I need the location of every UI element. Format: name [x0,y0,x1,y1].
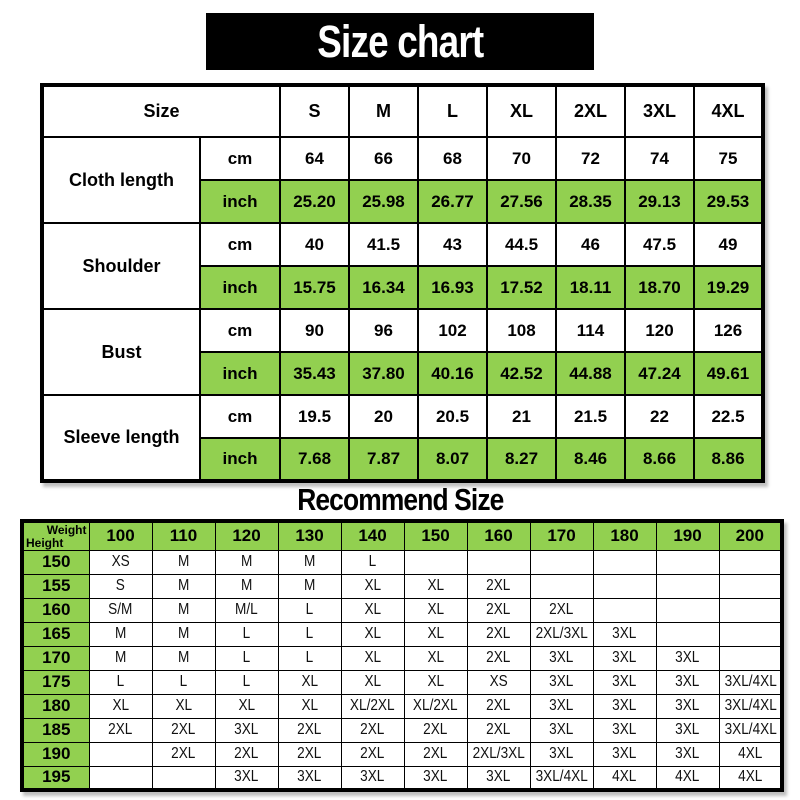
recommend-size-cell: XS [89,550,152,574]
size-value-inch: 8.86 [694,438,763,481]
size-value-inch: 35.43 [280,352,349,395]
recommend-size-cell: XL [215,694,278,718]
recommend-size-cell: 3XL [278,766,341,790]
recommend-size-cell: 2XL [467,622,530,646]
size-value-cm: 49 [694,223,763,266]
weight-column-header: 200 [719,521,782,550]
recommend-size-cell: M [278,550,341,574]
recommend-size-cell: 3XL [530,742,593,766]
size-value-inch: 25.98 [349,180,418,223]
recommend-size-cell-empty [656,598,719,622]
corner-weight-label: Weight [46,523,87,537]
recommend-size-cell: XL [152,694,215,718]
weight-column-header: 170 [530,521,593,550]
size-value-cm: 19.5 [280,395,349,438]
size-value-inch: 25.20 [280,180,349,223]
size-value-inch: 7.68 [280,438,349,481]
size-value-inch: 29.53 [694,180,763,223]
weight-column-header: 100 [89,521,152,550]
size-value-cm: 108 [487,309,556,352]
unit-label-cm: cm [200,309,280,352]
recommend-size-cell: 2XL [89,718,152,742]
recommend-size-cell: 2XL/3XL [467,742,530,766]
recommend-size-cell: 3XL [530,670,593,694]
recommend-size-cell: 2XL [467,646,530,670]
recommend-size-cell: L [341,550,404,574]
recommend-size-cell-empty [404,550,467,574]
recommend-size-cell: 3XL [593,718,656,742]
size-value-cm: 22 [625,395,694,438]
corner-height-label: Height [26,535,64,550]
size-value-inch: 28.35 [556,180,625,223]
recommend-size-cell: 3XL [593,670,656,694]
recommend-size-cell: 3XL [215,766,278,790]
recommend-size-cell: 4XL [593,766,656,790]
recommend-size-cell: S [89,574,152,598]
size-value-inch: 15.75 [280,266,349,309]
unit-label-inch: inch [200,180,280,223]
size-value-inch: 44.88 [556,352,625,395]
size-value-cm: 21.5 [556,395,625,438]
size-column-header: XL [487,85,556,137]
recommend-size-cell: L [215,670,278,694]
recommend-size-cell-empty [89,766,152,790]
recommend-size-cell: M [89,646,152,670]
height-row-label: 175 [22,670,89,694]
size-column-header: S [280,85,349,137]
size-value-inch: 37.80 [349,352,418,395]
height-row-label: 185 [22,718,89,742]
recommend-size-cell: M [152,550,215,574]
recommend-size-cell: L [278,646,341,670]
recommend-size-cell: XL [341,598,404,622]
measurement-label: Shoulder [42,223,200,309]
size-header-cell: Size [42,85,280,137]
size-value-inch: 16.34 [349,266,418,309]
recommend-size-cell: 3XL/4XL [719,694,782,718]
weight-column-header: 130 [278,521,341,550]
recommend-size-cell: M [278,574,341,598]
recommend-size-cell: XL [278,670,341,694]
size-value-inch: 18.70 [625,266,694,309]
recommend-size-cell: 2XL [467,598,530,622]
recommend-size-cell: 3XL/4XL [719,670,782,694]
recommend-size-cell: L [215,646,278,670]
recommend-size-cell: M [152,598,215,622]
size-value-inch: 49.61 [694,352,763,395]
recommend-size-cell-empty [530,550,593,574]
weight-column-header: 150 [404,521,467,550]
size-value-cm: 120 [625,309,694,352]
size-value-cm: 72 [556,137,625,180]
size-value-inch: 17.52 [487,266,556,309]
recommend-size-cell: 3XL [593,742,656,766]
recommend-size-cell-empty [719,550,782,574]
size-chart-title: Size chart [316,15,484,67]
recommend-size-cell: 2XL [404,718,467,742]
recommend-size-cell: 2XL [467,574,530,598]
size-value-cm: 44.5 [487,223,556,266]
recommend-size-cell-empty [656,550,719,574]
size-value-inch: 8.66 [625,438,694,481]
unit-label-inch: inch [200,266,280,309]
recommend-size-cell: 3XL/4XL [530,766,593,790]
size-value-inch: 7.87 [349,438,418,481]
size-value-cm: 66 [349,137,418,180]
recommend-size-cell-empty [152,766,215,790]
recommend-size-cell: 2XL [278,718,341,742]
recommend-size-cell: XL [341,670,404,694]
recommend-size-cell: L [152,670,215,694]
size-value-cm: 74 [625,137,694,180]
recommend-size-cell-empty [656,622,719,646]
unit-label-cm: cm [200,223,280,266]
recommend-size-cell: 3XL [656,694,719,718]
size-value-cm: 75 [694,137,763,180]
recommend-size-cell: 4XL [719,766,782,790]
recommend-size-cell: 3XL [593,622,656,646]
size-value-cm: 114 [556,309,625,352]
recommend-size-cell: 2XL [467,694,530,718]
size-value-cm: 41.5 [349,223,418,266]
size-value-cm: 20 [349,395,418,438]
recommend-size-title-wrap [0,483,800,516]
size-column-header: L [418,85,487,137]
recommend-size-title: Recommend Size [296,482,504,517]
recommend-size-cell: XL [341,622,404,646]
weight-column-header: 190 [656,521,719,550]
recommend-size-cell: M/L [215,598,278,622]
recommend-size-cell: XL [341,574,404,598]
recommend-size-cell: 3XL [215,718,278,742]
size-value-cm: 20.5 [418,395,487,438]
size-value-cm: 46 [556,223,625,266]
recommend-size-cell-empty [593,550,656,574]
recommend-size-cell: L [278,598,341,622]
size-column-header: 3XL [625,85,694,137]
recommend-size-cell: 3XL [530,646,593,670]
recommend-size-cell: 2XL [404,742,467,766]
recommend-size-cell: M [152,574,215,598]
recommend-size-cell: 3XL [467,766,530,790]
recommend-size-cell-empty [719,574,782,598]
height-row-label: 165 [22,622,89,646]
size-value-inch: 18.11 [556,266,625,309]
recommend-size-cell: 2XL [341,742,404,766]
recommend-size-cell: 3XL/4XL [719,718,782,742]
recommend-size-cell: XL/2XL [404,694,467,718]
recommend-size-cell: 3XL [404,766,467,790]
recommend-size-cell: 2XL/3XL [530,622,593,646]
size-value-inch: 16.93 [418,266,487,309]
size-value-cm: 21 [487,395,556,438]
size-value-cm: 90 [280,309,349,352]
recommend-size-cell: 2XL [152,742,215,766]
size-value-cm: 22.5 [694,395,763,438]
size-value-inch: 47.24 [625,352,694,395]
height-row-label: 190 [22,742,89,766]
recommend-size-cell: M [89,622,152,646]
size-value-inch: 42.52 [487,352,556,395]
unit-label-inch: inch [200,438,280,481]
recommend-size-cell: 2XL [467,718,530,742]
recommend-size-cell: L [89,670,152,694]
height-row-label: 180 [22,694,89,718]
measurement-label: Cloth length [42,137,200,223]
recommend-size-cell: XL [404,670,467,694]
recommend-size-cell: XL [404,574,467,598]
recommend-size-cell: M [215,550,278,574]
recommend-size-cell: XS [467,670,530,694]
recommend-size-cell: XL [89,694,152,718]
recommend-size-table [20,519,784,792]
recommend-size-cell: 4XL [719,742,782,766]
recommend-size-cell-empty [719,646,782,670]
recommend-size-cell: XL [341,646,404,670]
measurement-label: Bust [42,309,200,395]
unit-label-cm: cm [200,137,280,180]
recommend-size-cell: 3XL [593,646,656,670]
recommend-size-cell-empty [593,598,656,622]
weight-column-header: 140 [341,521,404,550]
size-table [40,83,765,483]
weight-column-header: 110 [152,521,215,550]
size-column-header: 4XL [694,85,763,137]
size-chart-page [0,13,800,800]
height-row-label: 160 [22,598,89,622]
recommend-size-cell: XL [278,694,341,718]
recommend-size-cell: XL [404,598,467,622]
recommend-size-cell: 3XL [656,646,719,670]
height-row-label: 195 [22,766,89,790]
height-row-label: 150 [22,550,89,574]
measurement-label: Sleeve length [42,395,200,481]
recommend-size-cell: L [215,622,278,646]
recommend-size-cell-empty [593,574,656,598]
size-chart-title-bar [206,13,594,70]
size-value-inch: 8.27 [487,438,556,481]
recommend-size-cell-empty [719,598,782,622]
size-value-cm: 40 [280,223,349,266]
recommend-size-cell: 3XL [593,694,656,718]
recommend-size-cell-empty [530,574,593,598]
size-value-cm: 43 [418,223,487,266]
recommend-size-cell: 4XL [656,766,719,790]
size-value-cm: 64 [280,137,349,180]
size-value-inch: 19.29 [694,266,763,309]
size-value-cm: 47.5 [625,223,694,266]
size-value-cm: 102 [418,309,487,352]
recommend-size-cell: M [152,622,215,646]
recommend-size-cell-empty [656,574,719,598]
recommend-size-cell: 3XL [656,670,719,694]
size-column-header: 2XL [556,85,625,137]
recommend-size-cell: 3XL [341,766,404,790]
recommend-size-cell: 3XL [656,718,719,742]
size-value-cm: 70 [487,137,556,180]
recommend-size-cell: M [152,646,215,670]
weight-column-header: 120 [215,521,278,550]
recommend-size-cell-empty [467,550,530,574]
size-value-cm: 96 [349,309,418,352]
size-value-cm: 68 [418,137,487,180]
height-row-label: 155 [22,574,89,598]
unit-label-inch: inch [200,352,280,395]
recommend-size-cell: XL/2XL [341,694,404,718]
height-row-label: 170 [22,646,89,670]
size-column-header: M [349,85,418,137]
size-value-inch: 8.07 [418,438,487,481]
recommend-size-cell: 2XL [341,718,404,742]
weight-column-header: 160 [467,521,530,550]
weight-column-header: 180 [593,521,656,550]
size-value-inch: 26.77 [418,180,487,223]
recommend-size-cell: 2XL [278,742,341,766]
size-value-inch: 8.46 [556,438,625,481]
size-value-inch: 29.13 [625,180,694,223]
recommend-size-cell: 2XL [215,742,278,766]
unit-label-cm: cm [200,395,280,438]
recommend-size-cell: 3XL [530,694,593,718]
recommend-size-cell: 3XL [530,718,593,742]
recommend-size-cell-empty [89,742,152,766]
weight-height-corner [22,521,89,550]
recommend-size-cell: XL [404,646,467,670]
size-value-inch: 40.16 [418,352,487,395]
recommend-size-cell-empty [719,622,782,646]
recommend-size-cell: 2XL [530,598,593,622]
recommend-size-cell: M [215,574,278,598]
recommend-size-cell: L [278,622,341,646]
recommend-size-cell: 3XL [656,742,719,766]
size-value-cm: 126 [694,309,763,352]
recommend-size-cell: 2XL [152,718,215,742]
recommend-size-cell: XL [404,622,467,646]
recommend-size-cell: S/M [89,598,152,622]
size-value-inch: 27.56 [487,180,556,223]
